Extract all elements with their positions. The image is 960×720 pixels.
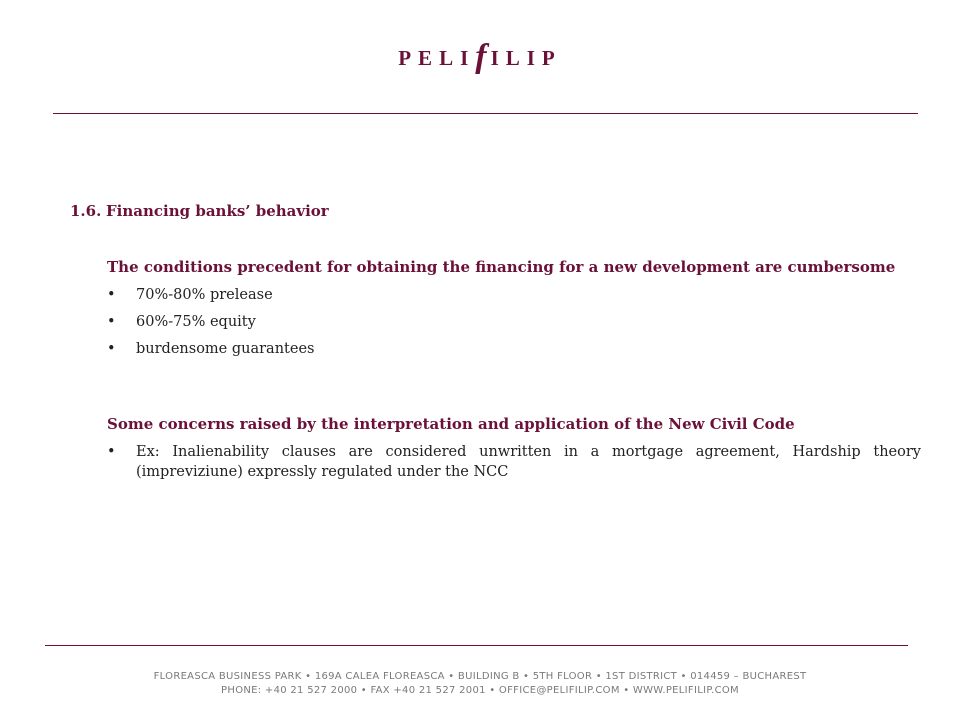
civil-code-list [107,442,921,482]
logo-text-left: PELI [398,46,476,70]
bullet-icon: • [107,341,116,357]
company-logo [0,36,960,74]
footer-address: FLOREASCA BUSINESS PARK • 169A CALEA FLOREASCA • BUILDING B • 5TH FLOOR • 1ST DISTRICT • 014459 – BUCHAREST [153,671,807,682]
list-item-text: 60%-75% equity [136,314,256,330]
list-item [107,442,921,482]
conditions-block [107,258,921,359]
conditions-list [107,285,921,359]
list-item [107,285,921,305]
section-number: 1.6. [70,202,102,220]
list-item-text: Ex: Inalienability clauses are considered unwritten in a mortgage agreement, Hardship theory (impreviziune) expressly regulated under the NCC [136,444,921,480]
civil-code-block [107,415,921,482]
section-heading [70,202,329,220]
bullet-icon: • [107,444,116,460]
section-title: Financing banks’ behavior [106,202,329,220]
list-item-text: 70%-80% prelease [136,287,273,303]
conditions-heading: The conditions precedent for obtaining the financing for a new development are cumbersome [107,258,896,276]
logo-f-mark: f [475,38,491,75]
bullet-icon: • [107,287,116,303]
list-item [107,339,921,359]
footer-divider [45,645,908,646]
logo-text-right: ILIP [490,46,562,70]
header-divider [53,113,918,114]
list-item-text: burdensome guarantees [136,341,315,357]
bullet-icon: • [107,314,116,330]
list-item [107,312,921,332]
civil-code-heading: Some concerns raised by the interpretation and application of the New Civil Code [107,415,795,433]
footer-contact: PHONE: +40 21 527 2000 • FAX +40 21 527 2001 • OFFICE@PELIFILIP.COM • WWW.PELIFILIP.COM [221,685,739,696]
